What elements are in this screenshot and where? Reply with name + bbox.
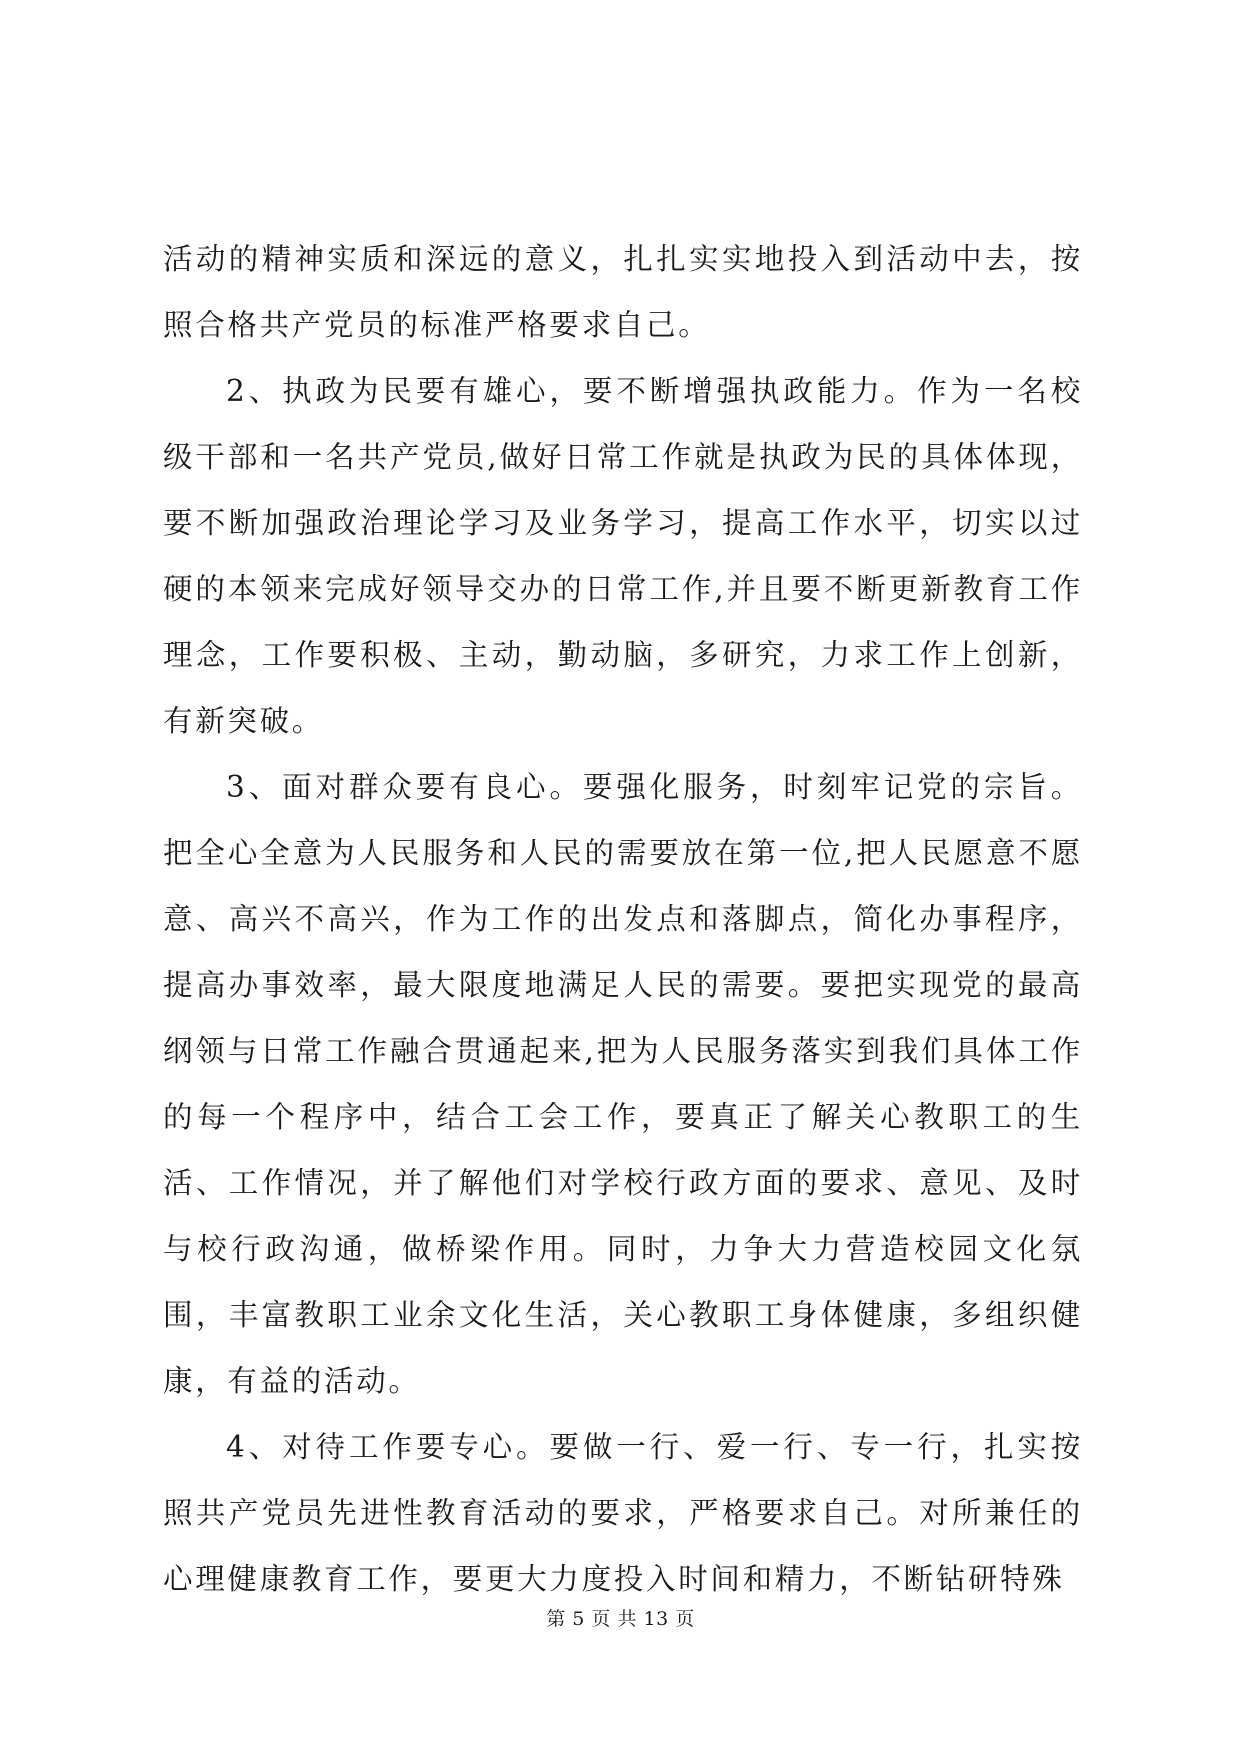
document-body (163, 226, 1083, 1612)
paragraph-item-4: 4、对待工作要专心。要做一行、爱一行、专一行，扎实按照共产党员先进性教育活动的要求，严格要求自己。对所兼任的心理健康教育工作，要更大力度投入时间和精力，不断钻研特殊 (163, 1430, 1083, 1596)
paragraph-item-3: 3、面对群众要有良心。要强化服务，时刻牢记党的宗旨。把全心全意为人民服务和人民的需要放在第一位,把人民愿意不愿意、高兴不高兴，作为工作的出发点和落脚点，简化办事程序，提高办事效率，最大限度地满足人民的需要。要把实现党的最高纲领与日常工作融合贯通起来,把为人民服务落实到我们具体工作的每一个程序中，结合工会工作，要真正了解关心教职工的生活、工作情况，并了解他们对学校行政方面的要求、意见、及时与校行政沟通，做桥梁作用。同时，力争大力营造校园文化氛围，丰富教职工业余文化生活，关心教职工身体健康，多组织健康，有益的活动。 (163, 770, 1083, 1398)
paragraph-item-2: 2、执政为民要有雄心，要不断增强执政能力。作为一名校级干部和一名共产党员,做好日常工作就是执政为民的具体体现，要不断加强政治理论学习及业务学习，提高工作水平，切实以过硬的本领来完成好领导交办的日常工作,并且要不断更新教育工作理念，工作要积极、主动，勤动脑，多研究，力求工作上创新，有新突破。 (163, 374, 1083, 738)
paragraph-continuation: 活动的精神实质和深远的意义，扎扎实实地投入到活动中去，按照合格共产党员的标准严格要求自己。 (163, 242, 1083, 342)
page-number-footer: 第 5 页 共 13 页 (546, 1608, 695, 1630)
